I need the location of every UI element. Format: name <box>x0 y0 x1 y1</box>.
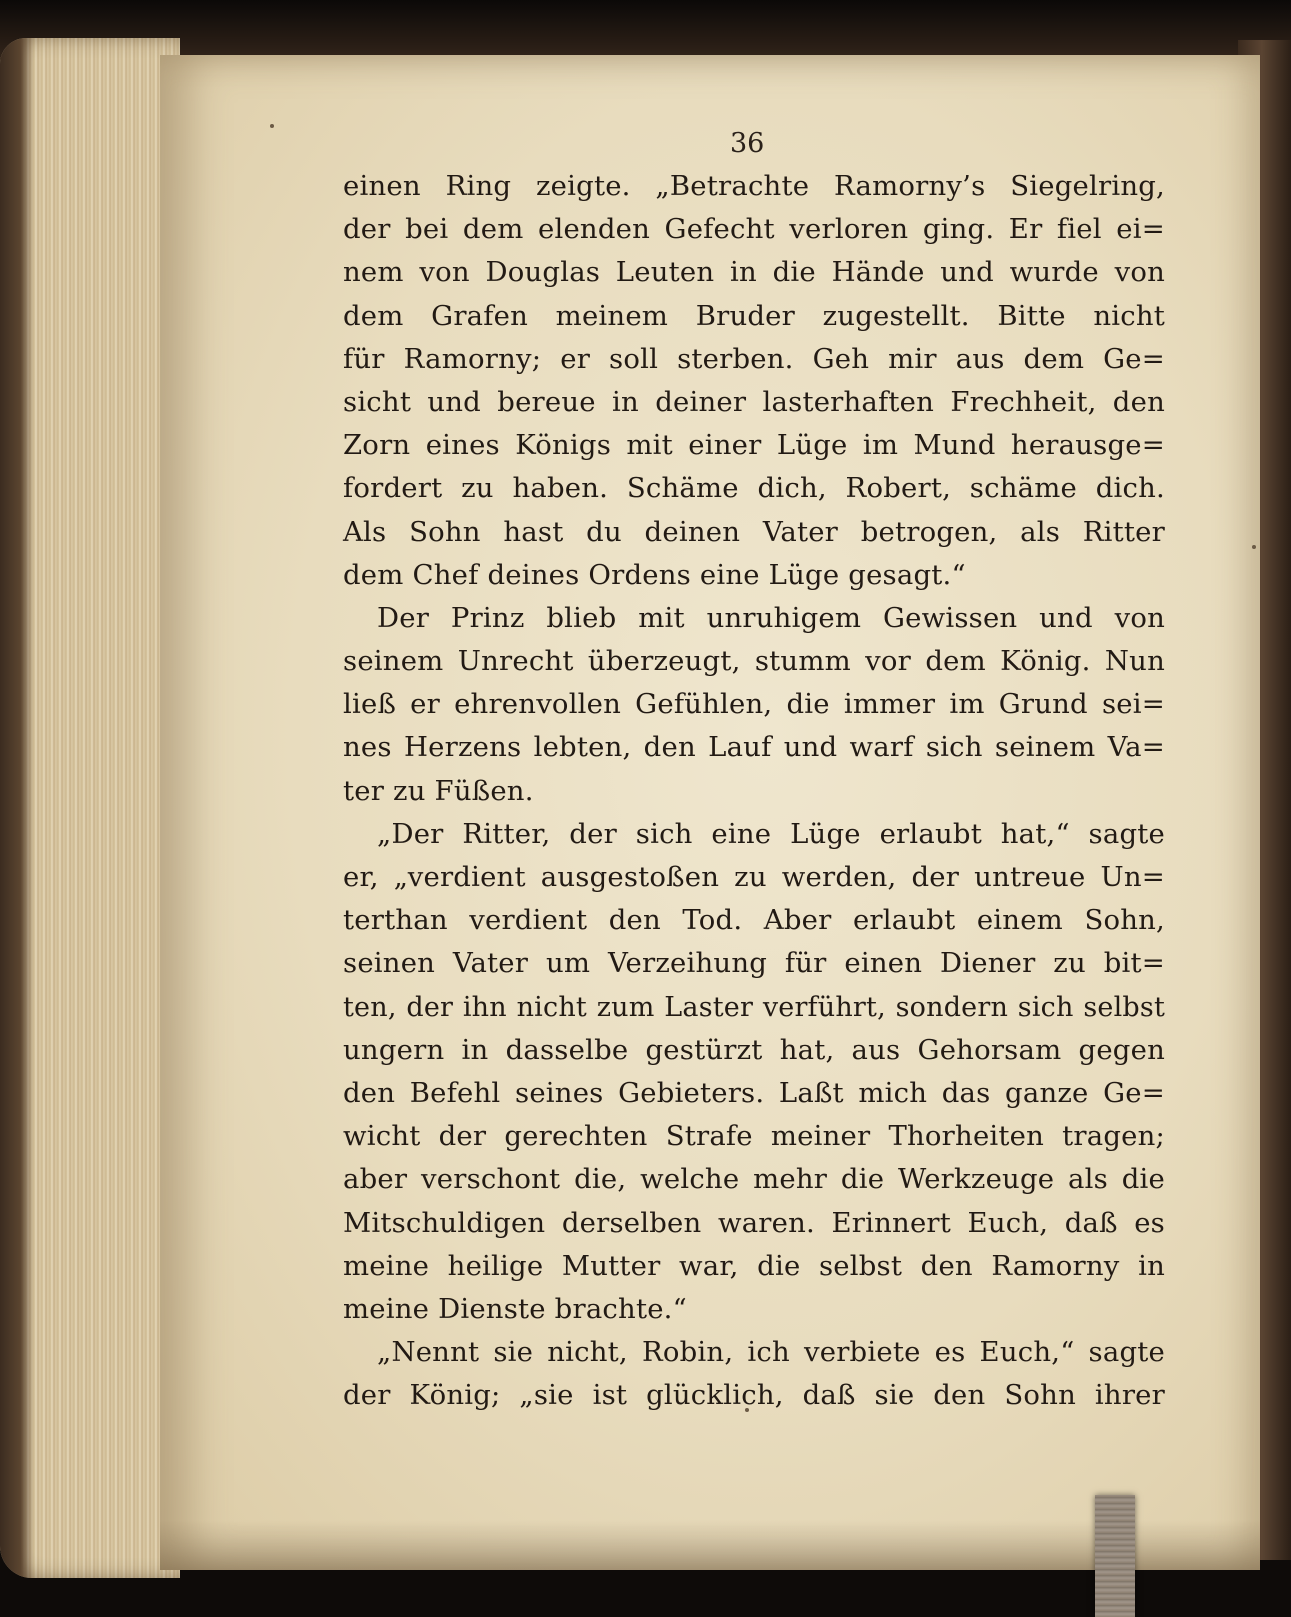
text-line: dem Chef deines Ordens eine Lüge gesagt.“ <box>343 558 966 591</box>
text-line: „Der Ritter, der sich eine Lüge erlaubt hat,“ sagte <box>377 817 1165 850</box>
text-line: Zorn eines Königs mit einer Lüge im Mund herausge= <box>343 429 1165 462</box>
text-line: Der Prinz blieb mit unruhigem Gewissen und von <box>377 601 1165 634</box>
binding-shadow <box>0 38 34 1578</box>
paper-speck <box>270 124 274 128</box>
text-line: sicht und bereue in deiner lasterhaften Frechheit, den <box>343 385 1165 418</box>
text-line: einen Ring zeigte. „Betrachte Ramorny’s Siegelring, <box>343 170 1165 202</box>
text-line: den Befehl seines Gebieters. Laßt mich das ganze Ge= <box>343 1076 1165 1109</box>
text-line: für Ramorny; er soll sterben. Geh mir aus dem Ge= <box>343 342 1165 375</box>
text-line: „Nennt sie nicht, Robin, ich verbiete es Euch,“ sagte <box>377 1336 1165 1369</box>
text-line: ungern in dasselbe gestürzt hat, aus Gehorsam gegen <box>343 1033 1165 1066</box>
text-line: seinen Vater um Verzeihung für einen Diener zu bit= <box>343 947 1165 980</box>
text-line: meine Dienste brachte.“ <box>343 1292 687 1325</box>
text-line: Als Sohn hast du deinen Vater betrogen, als Ritter <box>343 515 1165 548</box>
text-line: aber verschont die, welche mehr die Werkzeuge als die <box>343 1163 1165 1196</box>
text-line: meine heilige Mutter war, die selbst den Ramorny in <box>343 1249 1165 1282</box>
text-line: der König; „sie ist glücklich, daß sie den Sohn ihrer <box>343 1379 1165 1412</box>
ribbon-bookmark <box>1095 1495 1135 1617</box>
text-line: nes Herzens lebten, den Lauf und warf sich seinem Va= <box>343 731 1165 764</box>
paper-speck <box>1252 545 1256 549</box>
text-line: terthan verdient den Tod. Aber erlaubt einem Sohn, <box>343 904 1165 937</box>
text-line: seinem Unrecht überzeugt, stumm vor dem König. Nun <box>343 645 1165 678</box>
text-line: ten, der ihn nicht zum Laster verführt, sondern sich selbst <box>343 991 1165 1023</box>
text-line: wicht der gerechten Strafe meiner Thorheiten tragen; <box>343 1120 1165 1153</box>
text-line: ter zu Füßen. <box>343 774 534 807</box>
page-number: 36 <box>730 128 765 159</box>
text-line: dem Grafen meinem Bruder zugestellt. Bitte nicht <box>343 299 1165 332</box>
text-line: ließ er ehrenvollen Gefühlen, die immer im Grund sei= <box>343 688 1165 721</box>
text-line: Mitschuldigen derselben waren. Erinnert Euch, daß es <box>343 1206 1165 1239</box>
text-line: der bei dem elenden Gefecht verloren ging. Er fiel ei= <box>343 213 1165 246</box>
text-line: er, „verdient ausgestoßen zu werden, der untreue Un= <box>343 861 1165 893</box>
page-text <box>343 165 1165 1417</box>
text-line: fordert zu haben. Schäme dich, Robert, schäme dich. <box>343 472 1165 505</box>
text-line: nem von Douglas Leuten in die Hände und wurde von <box>343 256 1165 289</box>
